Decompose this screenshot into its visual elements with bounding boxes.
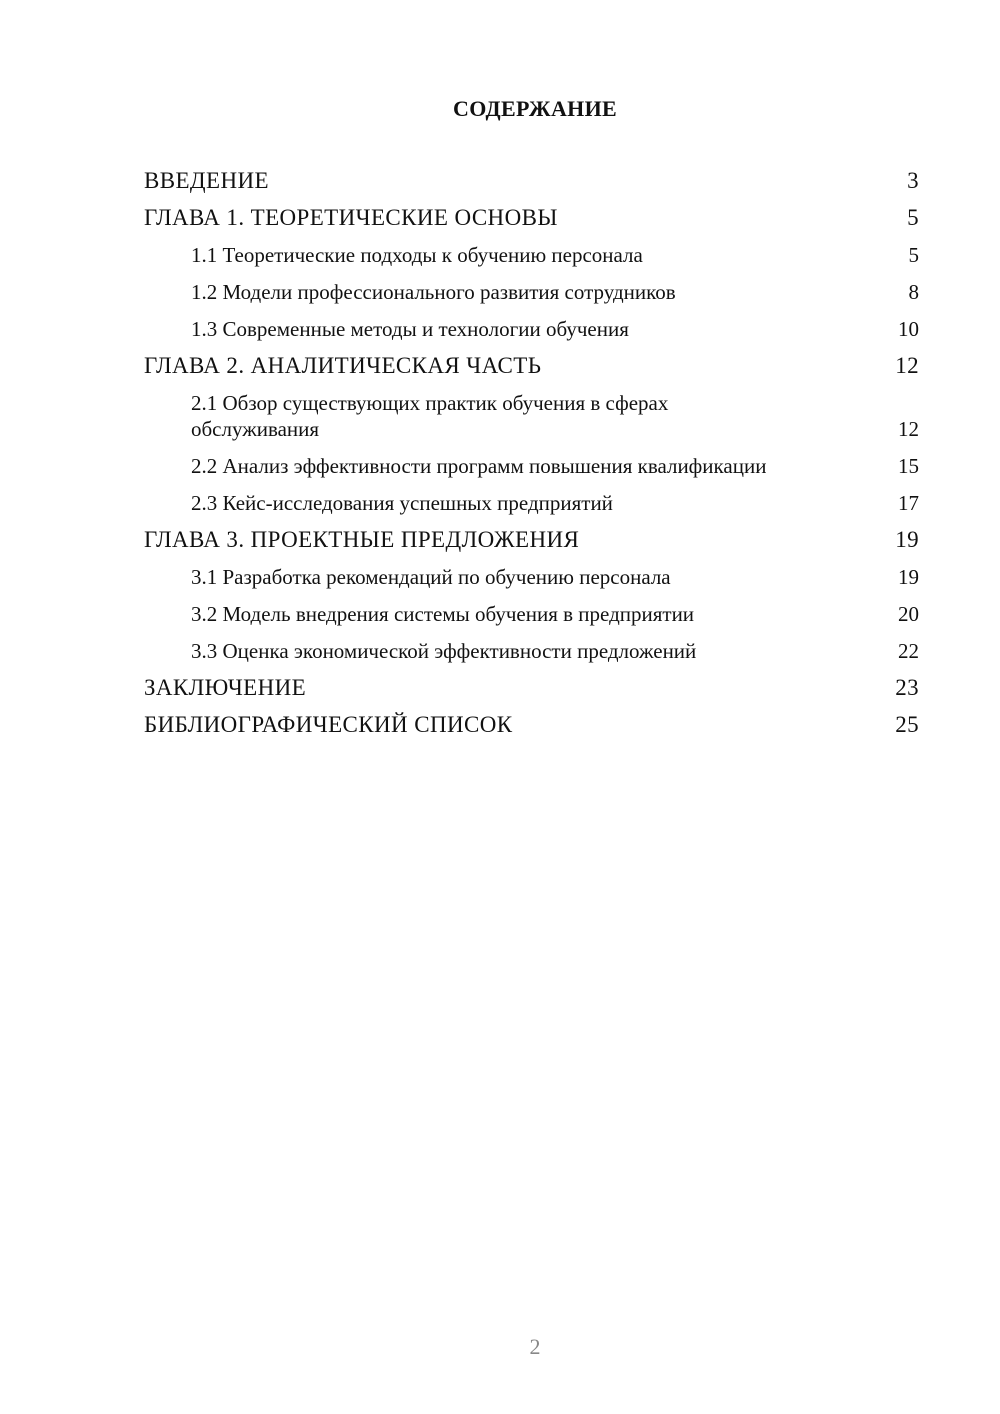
toc-entry-page: 20 (898, 602, 919, 626)
toc-entry-text: 3.3 Оценка экономической эффективности предложений (191, 639, 697, 663)
toc-entry-page: 8 (908, 280, 919, 304)
toc-entry-page: 10 (898, 317, 919, 341)
toc-entry-section-1-2[interactable] (144, 279, 919, 305)
toc-entry-text: 1.1 Теоретические подходы к обучению персонала (191, 243, 643, 267)
toc-entry-bibliography[interactable] (144, 712, 919, 738)
toc-entry-page: 19 (895, 527, 919, 552)
toc-entry-text: 2.3 Кейс-исследования успешных предприятий (191, 491, 613, 515)
toc-entry-page: 17 (898, 491, 919, 515)
toc-entry-page: 12 (898, 417, 919, 441)
toc-entry-text: ЗАКЛЮЧЕНИЕ (144, 675, 307, 700)
toc-entry-section-3-3[interactable] (144, 638, 919, 664)
toc-title: СОДЕРЖАНИЕ (453, 96, 617, 121)
toc-entry-chapter-3[interactable] (144, 527, 919, 553)
toc-entry-page: 15 (898, 454, 919, 478)
toc-entry-page: 5 (908, 243, 919, 267)
toc-entry-section-3-2[interactable] (144, 601, 919, 627)
toc-entry-text: ГЛАВА 1. ТЕОРЕТИЧЕСКИЕ ОСНОВЫ (144, 205, 558, 230)
toc-entry-text: 1.2 Модели профессионального развития сотрудников (191, 280, 676, 304)
toc-entry-text: 3.2 Модель внедрения системы обучения в предприятии (191, 602, 695, 626)
toc-entry-section-2-1[interactable] (144, 390, 919, 442)
toc-entry-page: 23 (895, 675, 919, 700)
toc-entry-text: 3.1 Разработка рекомендаций по обучению персонала (191, 565, 671, 589)
toc-entry-page: 22 (898, 639, 919, 663)
toc-entry-section-3-1[interactable] (144, 564, 919, 590)
toc-entry-chapter-1[interactable] (144, 205, 919, 231)
toc-entry-page: 25 (895, 712, 919, 737)
toc-entry-section-2-3[interactable] (144, 490, 919, 516)
toc-entry-introduction[interactable] (144, 168, 919, 194)
table-of-contents (144, 168, 919, 749)
toc-entry-page: 5 (907, 205, 919, 230)
toc-entry-section-1-1[interactable] (144, 242, 919, 268)
page-number: 2 (529, 1334, 541, 1359)
toc-entry-section-2-2[interactable] (144, 453, 919, 479)
toc-entry-text: ВВЕДЕНИЕ (144, 168, 269, 193)
toc-entry-page: 19 (898, 565, 919, 589)
toc-entry-text: ГЛАВА 2. АНАЛИТИЧЕСКАЯ ЧАСТЬ (144, 353, 542, 378)
toc-entry-section-1-3[interactable] (144, 316, 919, 342)
toc-entry-chapter-2[interactable] (144, 353, 919, 379)
toc-entry-page: 3 (907, 168, 919, 193)
toc-entry-text: БИБЛИОГРАФИЧЕСКИЙ СПИСОК (144, 712, 513, 737)
toc-entry-text: 1.3 Современные методы и технологии обучения (191, 317, 629, 341)
toc-entry-text: ГЛАВА 3. ПРОЕКТНЫЕ ПРЕДЛОЖЕНИЯ (144, 527, 580, 552)
toc-entry-page: 12 (895, 353, 919, 378)
toc-entry-conclusion[interactable] (144, 675, 919, 701)
toc-entry-text: 2.2 Анализ эффективности программ повышения квалификации (191, 454, 767, 478)
toc-entry-text: 2.1 Обзор существующих практик обучения в сферах обслуживания (191, 391, 669, 441)
